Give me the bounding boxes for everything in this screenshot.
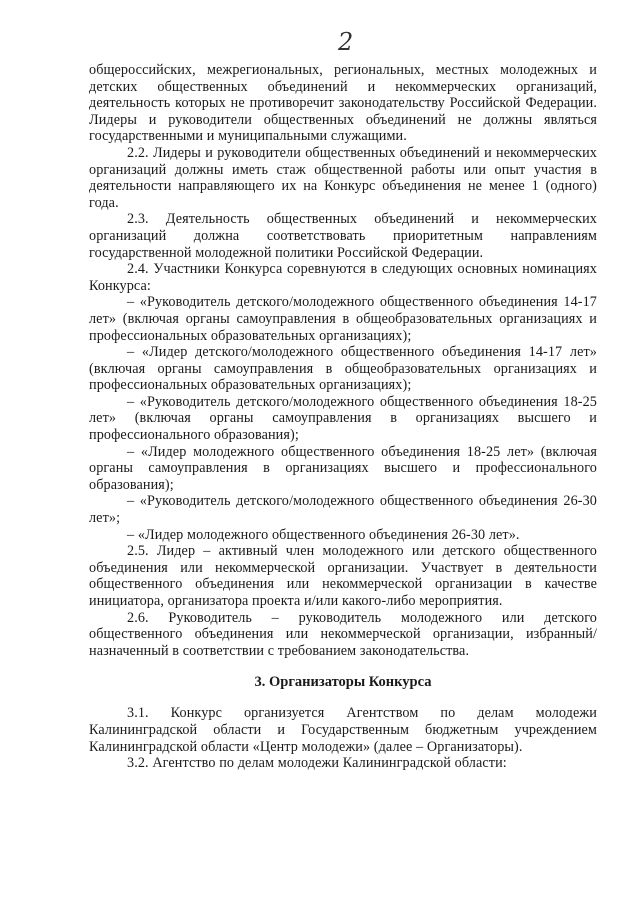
nomination-item: – «Руководитель детского/молодежного общественного объединения 14-17 лет» (включая органы самоуправления в общеобразовательных организациях и профессиональных образовательных организациях); — [89, 294, 597, 344]
paragraph-intro: общероссийских, межрегиональных, региональных, местных молодежных и детских общественных объединений и некоммерческих организаций, деятельность которых не противоречит законодательству Российской Федерации. Лидеры и руководители общественных объединений не должны являться государственными и муниципальными служащими. — [89, 62, 597, 145]
paragraph-3-1: 3.1. Конкурс организуется Агентством по делам молодежи Калининградской области и Государственным бюджетным учреждением Калининградской области «Центр молодежи» (далее – Организаторы). — [89, 705, 597, 755]
nomination-item: – «Руководитель детского/молодежного общественного объединения 26-30 лет»; — [89, 493, 597, 527]
nomination-item: – «Лидер молодежного общественного объединения 26-30 лет». — [127, 526, 520, 543]
nomination-item: – «Лидер детского/молодежного общественного объединения 14-17 лет» (включая органы самоуправления в общеобразовательных организациях и профессиональных образовательных организациях); — [89, 344, 597, 394]
paragraph-2-5: 2.5. Лидер – активный член молодежного или детского общественного объединения или некоммерческой организации. Участвует в деятельности общественного объединения или некоммерческой организации в качестве инициатора, организатора проекта и/или какого-либо мероприятия. — [89, 543, 597, 609]
paragraph-2-2: 2.2. Лидеры и руководители общественных объединений и некоммерческих организаций должны иметь стаж общественной работы или опыт участия в деятельности направляющего их на Конкурс объединения не менее 1 (одного) года. — [89, 144, 597, 211]
paragraph-2-3: 2.3. Деятельность общественных объединений и некоммерческих организаций должна соответствовать приоритетным направлениям государственной молодежной политики Российской Федерации. — [89, 211, 597, 261]
page-number: 2 — [338, 28, 354, 56]
paragraph-2-6: 2.6. Руководитель – руководитель молодежного или детского общественного объединения или некоммерческой организации, избранный/назначенный в соответствии с требованием законодательства. — [89, 609, 597, 659]
nomination-item: – «Руководитель детского/молодежного общественного объединения 18-25 лет» (включая органы самоуправления в организациях высшего и профессионального образования); — [89, 393, 597, 444]
paragraph-3-2: 3.2. Агентство по делам молодежи Калининградской области: — [127, 755, 507, 772]
paragraph-2-4: 2.4. Участники Конкурса соревнуются в следующих основных номинациях Конкурса: — [89, 261, 597, 294]
section-heading: 3. Организаторы Конкурса — [254, 674, 432, 691]
nomination-item: – «Лидер молодежного общественного объединения 18-25 лет» (включая органы самоуправления в организациях высшего и профессионального образования); — [89, 443, 597, 493]
document-body — [89, 62, 597, 772]
